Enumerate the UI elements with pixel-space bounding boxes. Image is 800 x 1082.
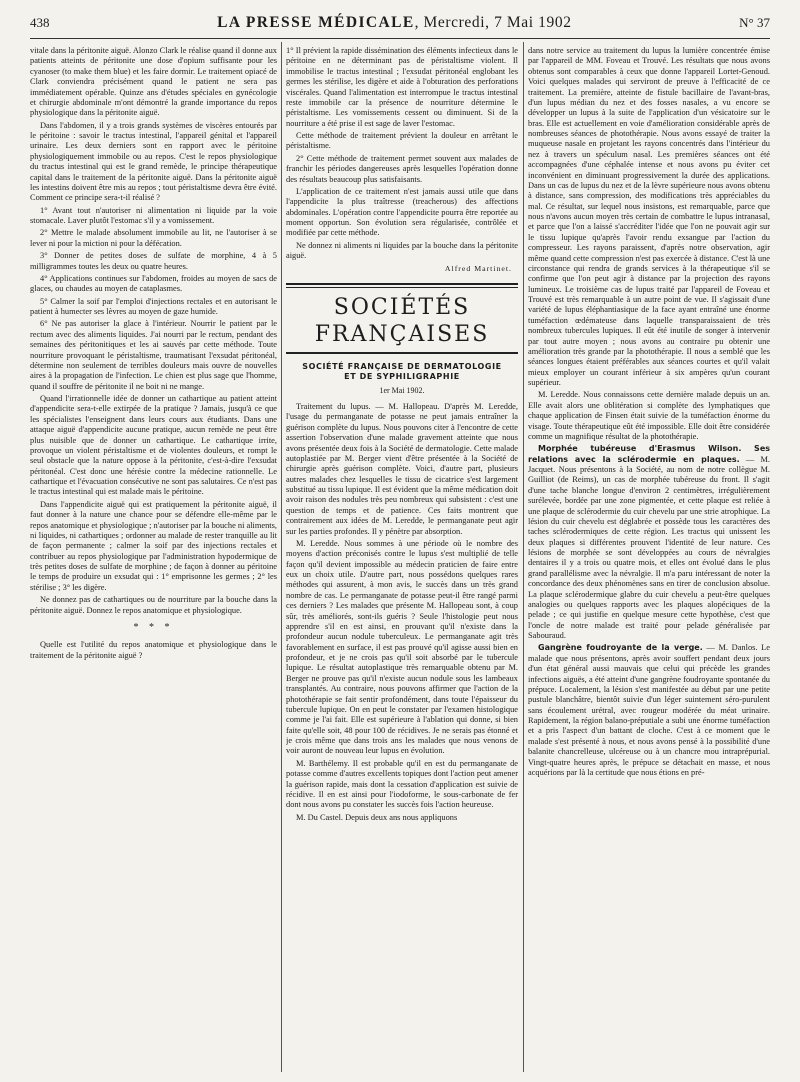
paragraph: Ne donnez pas de cathartiques ou de nourriture par la bouche dans la péritonite aiguë. Donnez le repos anatomique et physiologique. <box>30 595 277 615</box>
paragraph: Quelle est l'utilité du repos anatomique et physiologique dans le traitement de la péritonite aiguë ? <box>30 640 277 660</box>
subsection-title: Morphée tubéreuse d'Erasmus Wilson. Ses relations avec la sclérodermie en plaques. <box>528 444 770 464</box>
paragraph-body: — M. Danlos. Le malade que nous présentons, après avoir souffert pendant deux jours d'un état général aussi mauvais que celui qui précède les grandes infections aiguës, a été atteint d'une gangrène foudroyante spontanée du prépuce. Localement, la lésion s'est manifestée au début par une petite pustule blanchâtre, bientôt suivie d'un léger suintement séro-purulent sans écoulement urétral, avec rougeur modérée du méat urinaire. Rapidement, la région balano-préputiale a subi une énorme tuméfaction et a pris l'aspect d'un battant de cloche. C'est à ce moment que le malade s'est présenté à nous, et nous avons pensé à la possibilité d'une balanite chancrelleuse, ulcéreuse ou à un chancre mou intraprépurial. Vingt-quatre heures après, le prépuce se détachait en masse, et nous acquérions par là la certitude que nous étions en pré- <box>528 643 770 777</box>
section-rule <box>286 283 518 285</box>
subsection-title: Gangrène foudroyante de la verge. <box>538 643 703 653</box>
paragraph: 2° Cette méthode de traitement permet souvent aux malades de franchir les périodes dangereuses après lesquelles l'opération donne des résultats beaucoup plus satisfaisants. <box>286 153 518 184</box>
paragraph: vitale dans la péritonite aiguë. Alonzo Clark le réalise quand il donne aux patients atteints de péritonite une dose d'opium suffisante pour les cyanoser (to make them blue) et les faire dormir. Le traitement opiacé de Clark conviendra précisément quand le patient ne sera pas immédiatement opérable. Quinze ans d'études spéciales en gynécologie et chirurgie abdominale m'ont démontré la grande importance du repos physiologique dans la péritonite aiguë. <box>30 46 277 118</box>
issue-number: N° 37 <box>739 15 770 30</box>
paragraph: M. Leredde. Nous sommes à une période où le nombre des moyens d'action préconisés contre le lupus s'est multiplié de telle façon qu'il devient impossible au médecin praticien de faire entre eux un choix utile. D'autre part, nous possédons quelques rares méthodes qui assurent, à mon avis, le succès dans un très grand nombre de cas. Le permanganate de potasse peut-il être rangé parmi ces derniers ? Les malades que présente M. Hallopeau sont, à coup sûr, très améliorés, sont-ils guéris ? Seule l'histologie peut nous apprendre s'il en est ainsi, en prouvant qu'il n'existe dans la profondeur aucun nodule tuberculeux. Le permanganate agit très favorablement en surface, il est pas prouvé qu'il agisse aussi bien en profondeur, et je ne crois pas qu'il soit absorbé par le tubercule lupique. Le résultat autoplastique très remarquable obtenu par M. Berger ne prouve pas qu'il n'existe aucun nodule sous les lambeaux transplantés. Au contraire, nous pouvons affirmer que l'action de la photothérapie se fait sentir profondément, dans toute l'épaisseur du tubercule lupique. On en peut le constater par l'examen histologique comme je l'ai fait. Elle est supérieure à l'ablation qui donne, si bien faite qu'elle soit, 48 pour 100 de récidives. Je ne serais pas étonné et je crois même que dans trois ans les malades que nous venons de voir auront de nouveau leur lupus en évolution. <box>286 538 518 756</box>
paragraph <box>528 444 770 641</box>
column-1 <box>30 46 277 1072</box>
header-rule <box>30 38 770 39</box>
issue-date: , Mercredi, 7 Mai 1902 <box>414 14 572 31</box>
page-number: 438 <box>30 15 50 30</box>
running-header <box>30 14 770 36</box>
paragraph-body: — M. Jacquet. Nous présentons à la Société, au nom de notre collègue M. Guilliot (de Reims), un cas de morphée tubéreuse du front. Il s'agit d'une tache blanche longue d'environ 2 centimètres, irrégulièrement surélevée, bordée par une zone pigmentée, et cette plaque est reliée à une plaque de sclérodermie du cuir chevelu par une strie atrophique. La lésion du cuir chevelu est déglabrée et possède tous les caractères des taches sclérodermiques de cette région. Les tractus qui unissent les deux plaques si différentes prouvent l'identité de leur nature. Ces lésions de morphée se sont développées au cours de névralgies dentaires il y a trois ou quatre mois, et elles ont évolué dans le plus grand parallélisme avec la névralgie. Il m'a paru intéressant de noter la concordance des deux phénomènes sans en tirer de conclusion absolue. La plaque sclérodermique glabre du cuir chevelu a peut-être quelques analogies ou quelques rapports avec les plaques alopéciques de la pelade ; ce qui justifie en quelque mesure cette hypothèse, c'est que l'oncle de notre malade est traité pour pelade généralisée par Sabouraud. <box>528 454 770 640</box>
column-divider <box>281 42 282 1072</box>
paragraph: Dans l'abdomen, il y a trois grands systèmes de viscères entourés par le péritoine : savoir le tractus intestinal, l'appareil génital et l'appareil urinaire. Les deux derniers sont en rapport avec le péritoine physiologiquement immobile ou au repos. C'est le repos physiologique du tractus intestinal qui est le grand remède, le principe thérapeutique capital dans le traitement de la péritonite aiguë. Dans la péritonite aiguë les intestins doivent être mis au repos ; tout péristaltisme devra être évité. Comment ce principe sera-t-il réalisé ? <box>30 120 277 203</box>
paragraph: 6° Ne pas autoriser la glace à l'intérieur. Nourrir le patient par le rectum avec des aliments liquides. J'ai nourri par le rectum, pendant des semaines des péritonitiques et les ai sauvés par cette méthode. Toute nourriture provoquant le péristaltisme, traumatisant l'exsudat péritonéal, détermine non seulement de terribles douleurs mais ouvre de nouvelles aires à la propagation de l'infection. Le chien est plus sage que l'homme, quand il souffre de péritonite il ne boit ni ne mange. <box>30 319 277 391</box>
society-name: SOCIÉTÉ FRANÇAISE DE DERMATOLOGIE <box>302 362 502 372</box>
paragraph: 2° Mettre le malade absolument immobile au lit, ne l'autoriser à se lever ni pour la miction ni pour la défécation. <box>30 228 277 248</box>
paragraph: 1° Avant tout n'autoriser ni alimentation ni liquide par la voie stomacale. Laver plutôt l'estomac s'il y a vomissement. <box>30 205 277 225</box>
paragraph: M. Barthélemy. Il est probable qu'il en est du permanganate de potasse comme d'autres excellents topiques dont l'action peut amener la guérison rapide, mais dont la cessation d'application est suivie de récidive. Il en est ainsi pour l'iodoforme, le sous-carbonate de fer dont nous avons pu constater les succès fois l'action heureuse. <box>286 758 518 810</box>
section-rule <box>286 287 518 288</box>
paragraph: Ne donnez ni aliments ni liquides par la bouche dans la péritonite aiguë. <box>286 240 518 261</box>
society-name-line2: ET DE SYPHILIGRAPHIE <box>344 372 460 382</box>
paragraph: Cette méthode de traitement prévient la douleur en arrêtant le péristaltisme. <box>286 131 518 151</box>
paragraph: 4° Applications continues sur l'abdomen, froides au moyen de sacs de glaces, ou chaudes au moyen de cataplasmes. <box>30 273 277 294</box>
section-separator: * * * <box>133 621 174 633</box>
paragraph: Quand l'irrationnelle idée de donner un cathartique au patient atteint d'appendicite sera-t-elle extirpée de la pratique ? Jamais, jusqu'à ce que les spécialistes l'enseignent dans leurs cours aux étudiants. Dans une attaque aiguë d'appendicite aucune pratique, aucun remède ne peut être plus nuisible que de donner un cathartique. Le cathartique irrite, provoque un violent péristaltisme et de violentes douleurs, et rompt le seul obstacle que la nature oppose à la péritonite, c'est-à-dire l'exsudat péritonéal. C'est donc une hérésie contre la médecine rationnelle. Le cathartique et l'évacuation consécutive ne sont pas salutaires. Ce n'est pas le tractus intestinal qui est malade mais le péritoine. <box>30 394 277 497</box>
paragraph: 3° Donner de petites doses de sulfate de morphine, 4 à 5 milligrammes toutes les deux ou quatre heures. <box>30 251 277 271</box>
paragraph: M. Du Castel. Depuis deux ans nous appliquons <box>296 812 458 822</box>
paragraph: L'application de ce traitement n'est jamais aussi utile que dans l'appendicite la plus traîtresse (treacherous) des affections abdominales. L'opération contre l'appendicite pourra être reportée au moment opportun. Son évolution sera régularisée, contrôlée et modifiée par cette méthode. <box>286 186 518 238</box>
paragraph: Dans l'appendicite aiguë qui est pratiquement la péritonite aiguë, il faut donner à la nature une chance pour se défendre elle-même par le repos anatomique et physiologique ; n'autoriser par la bouche ni aliments, ni liquides, ni cathartiques ; ordonner au malade de rester tranquille au lit de façon permanente ; calmer la soif par des injections rectales et contribuer au repos physiologique par l'administration hypodermique de très petites doses de sulfate de morphine ; de façon à donner au péritoine le temps de produire un exsudat qui : 1° emprisonne les germes ; 2° les stérilise ; 3° les digère. <box>30 499 277 592</box>
journal-title <box>217 14 571 32</box>
meeting-date: 1er Mai 1902. <box>379 386 425 396</box>
paragraph: M. Leredde. Nous connaissons cette dernière malade depuis un an. Elle avait alors une oblitération si complète des lymphatiques que chaque application de Finsen était suivie de la tuméfaction énorme du visage. Toute thérapeutique eût été impossible. Elle doit être considérée comme un magnifique résultat de la photothérapie. <box>528 390 770 441</box>
section-banner: SOCIÉTÉS FRANÇAISES <box>314 295 490 348</box>
column-divider <box>523 42 524 1072</box>
paragraph <box>528 643 770 778</box>
section-rule <box>286 352 518 354</box>
paragraph: 5° Calmer la soif par l'emploi d'injections rectales et en autorisant le patient à humecter ses lèvres au moyen de gaze humide. <box>30 296 277 316</box>
journal-name: LA PRESSE MÉDICALE <box>217 14 415 31</box>
column-2 <box>286 46 518 1072</box>
paragraph: Traitement du lupus. — M. Hallopeau. D'après M. Leredde, l'usage du permanganate de potasse ne peut jamais entraîner la guérison complète du lupus. Nous pouvons citer à l'encontre de cette assertion l'observation d'une malade gravement atteinte que nous avons présentée deux fois à la Société de dermatologie. Cette malade autoplastiée par M. Berger vient d'être présentée à la Société de chirurgie après guérison complète. Voici, d'autre part, plusieurs autres malades chez lesquelles le tissu de cicatrice s'est largement substitué au tissu lupique. Il est évident que la même médication doit avoir raison des nodules très peu nombreux qui subsistent : c'est une question de temps et de patience. Ces faits montrent que contrairement aux idées de M. Leredde, le permanganate peut agir sur les parties profondes. Il y pénètre par absorption. <box>286 402 518 536</box>
paragraph: 1° Il prévient la rapide dissémination des éléments infectieux dans le péritoine en ne déterminant pas de péristaltisme violent. Il immobilise le tractus intestinal ; l'exsudat péritonéal englobant les germes les stérilise, les digère et aide à l'obturation des perforations viscérales. Quand l'alimentation est interrompue le tractus intestinal reste immobile car la présence de nourriture détermine le péristaltisme. Les vomissements cessent ou diminuent. Si de la nourriture a été prise il est sage de laver l'estomac. <box>286 46 518 128</box>
author-signature: Alfred Martinet. <box>444 263 512 273</box>
paragraph: dans notre service au traitement du lupus la lumière concentrée émise par l'appareil de MM. Foveau et Trouvé. Les résultats que nous avons obtenus sont comparables à ceux que donne l'appareil Lortet-Genoud. Voici quelques malades qui serviront de preuve à l'efficacité de ce traitement. La première, atteinte de fistule bacillaire de l'avant-bras, d'un lupus médian du nez et des fosses nasales, a vu encore se développer un lupus à la suite de l'application d'un vésicatoire sur le bras. Elle est actuellement en voie d'amélioration considérable après de nombreuses séances de photothérapie. Nous avons essayé de traiter la muqueuse nasale en projetant les rayons concentrés dans l'intérieur du nez à travers un spéculum nasal. Les premières séances ont été accompagnées d'une céphalée intense et nous avons pu éviter cet inconvénient en diminuant progressivement la durée des applications. Dans un cas de lupus du nez et de la lèvre supérieure nous avons obtenu à distance, sans compression, des modifications très appréciables du mal. Ce résultat, sur lequel nous insistons, est remarquable, parce que nous n'avons aucun moyen très certain de combattre le lupus intranasal, et parce que l'on a laissé s'accréditer l'idée que l'on ne pouvait agir sur le tissu lupique qu'après l'avoir rendu exsangue par l'action du compresseur. Les rayons paraissent, d'après notre observation, agir même quand cette compression n'est pas exercée à distance. C'est là une circonstance qui rendra de grands services à la thérapeutique s'il se confirme que l'on peut agir à distance par la projection des rayons lumineux. Le troisième cas de lupus traité par l'appareil de Foveau et Trouvé est très remarquable à un autre point de vue. Il s'agissait d'une variété de lupus éléphantiasique de la face ayant entraîné une énorme tuméfaction œdémateuse dans laquelle transparaissaient de très nombreux tubercules lupiques. Il eût été inutile de songer à intervenir par tout autre moyen ; nous avons au contraire pu obtenir une amélioration très grande par la photothérapie. Il nous a semblé que les séances longues étaient préférables aux séances courtes et qu'il valait mieux employer un courant inférieur à six ampères qu'un courant supérieur. <box>528 46 770 387</box>
column-3 <box>528 46 770 1072</box>
